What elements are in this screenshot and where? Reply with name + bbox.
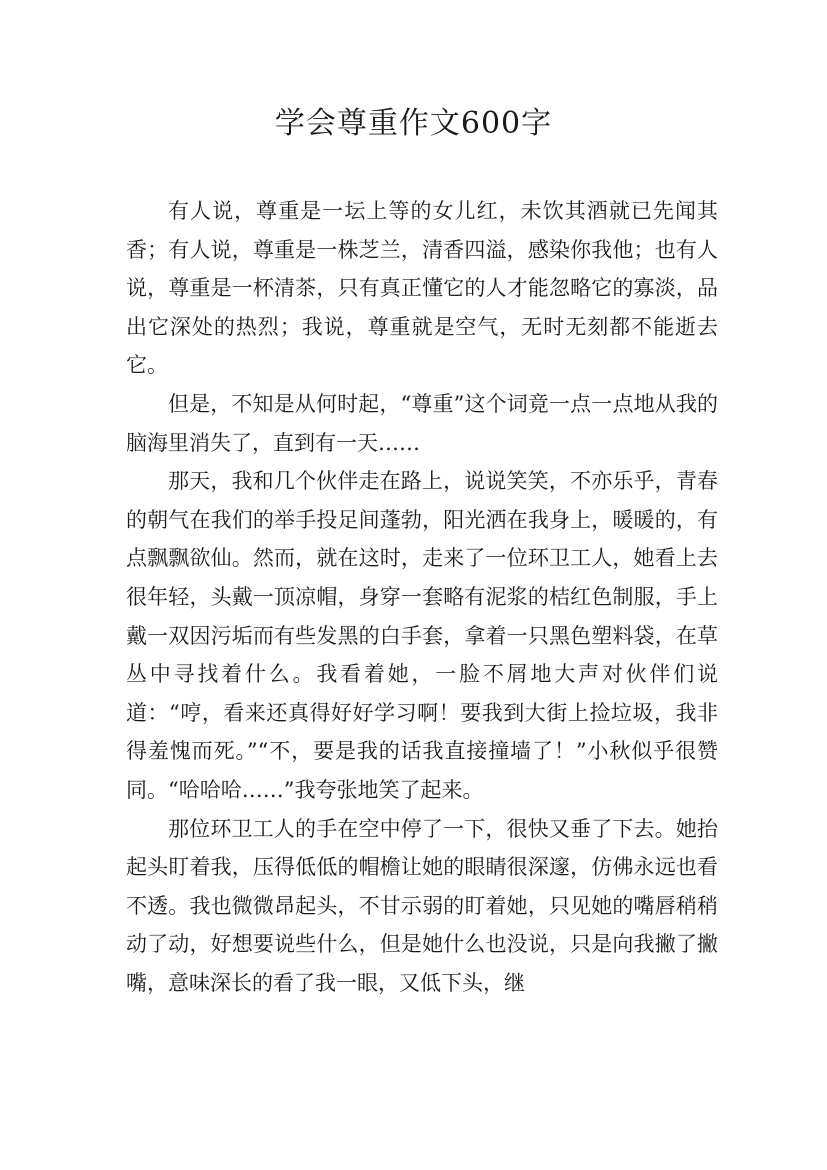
paragraph-1: 有人说，尊重是一坛上等的女儿红，未饮其酒就已先闻其香；有人说，尊重是一株芝兰，清香四溢，感染你我他；也有人说，尊重是一杯清茶，只有真正懂它的人才能忽略它的寡淡，品出它深处的热烈；我说，尊重就是空气，无时无刻都不能逝去它。 xyxy=(126,199,718,378)
document-title: 学会尊重作文600字 xyxy=(274,106,553,141)
paragraph-3: 那天，我和几个伙伴走在路上，说说笑笑，不亦乐乎，青春的朝气在我们的举手投足间蓬勃，阳光洒在我身上，暖暖的，有点飘飘欲仙。然而，就在这时，走来了一位环卫工人，她看上去很年轻，头戴一顶凉帽，身穿一套略有泥浆的桔红色制服，手上戴一双因污垢而有些发黑的白手套，拿着一只黑色塑料袋，在草丛中寻找着什么。我看着她，一脸不屑地大声对伙伴们说道：“哼，看来还真得好好学习啊！要我到大街上捡垃圾，我非得羞愧而死。”“不，要是我的话我直接撞墙了！”小秋似乎很赞同。“哈哈哈……”我夸张地笑了起来。 xyxy=(126,469,718,802)
paragraph-4: 那位环卫工人的手在空中停了一下，很快又垂了下去。她抬起头盯着我，压得低低的帽檐让她的眼睛很深邃，仿佛永远也看不透。我也微微昂起头，不甘示弱的盯着她，只见她的嘴唇稍稍动了动，好想要说些什么，但是她什么也没说，只是向我撇了撇嘴，意味深长的看了我一眼，又低下头，继 xyxy=(126,816,718,995)
paragraph-2: 但是，不知是从何时起，“尊重”这个词竟一点一点地从我的脑海里消失了，直到有一天…… xyxy=(126,391,718,455)
document-body xyxy=(126,192,718,1002)
